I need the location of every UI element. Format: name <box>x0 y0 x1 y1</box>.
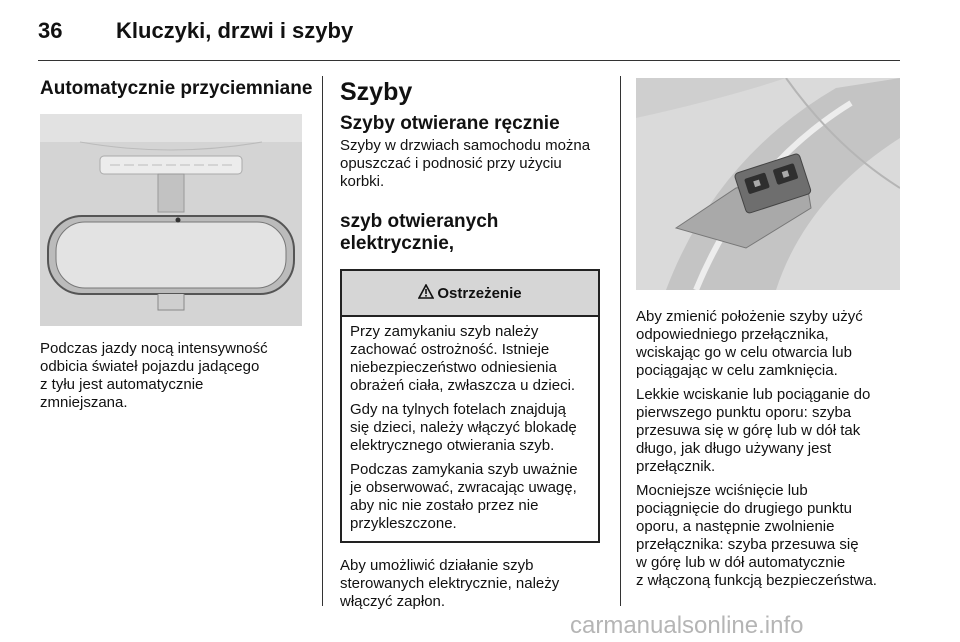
text-line: zachować ostrożność. Istnieje <box>350 341 550 358</box>
door-window-switch-image <box>636 78 900 290</box>
text-line: Lekkie wciskanie lub pociąganie do <box>636 386 871 403</box>
warning-triangle-icon <box>418 284 434 303</box>
warning-box <box>340 269 600 543</box>
text-line: je obserwować, zwracając uwagę, <box>350 479 577 496</box>
text-line: długo, jak długo używany jest <box>636 440 832 457</box>
text-line: aby nic nie zostało przez nie <box>350 497 539 514</box>
warning-paragraph <box>350 401 590 455</box>
ignition-text <box>340 557 602 611</box>
text-line: Aby zmienić położenie szyby użyć <box>636 308 863 325</box>
page-number: 36 <box>38 18 63 43</box>
text-line: niebezpieczeństwo odniesienia <box>350 359 557 376</box>
text-line: przełącznik. <box>636 458 716 475</box>
text-line: się dzieci, należy włączyć blokadę <box>350 419 577 436</box>
text-line: Szyby w drzwiach samochodu można <box>340 137 591 154</box>
column-divider-left <box>322 76 323 606</box>
text-line: korbki. <box>340 173 385 190</box>
text-line: Podczas zamykania szyb uważnie <box>350 461 578 478</box>
instruction-paragraph <box>636 482 900 590</box>
column-left <box>40 78 312 412</box>
section-heading-auto-dimming: Automatycznie przyciemniane <box>40 78 313 99</box>
text-line: pociągnięcie do drugiego punktu <box>636 500 852 517</box>
text-line: obrażeń ciała, zwłaszcza u dzieci. <box>350 377 576 394</box>
warning-paragraph <box>350 323 590 395</box>
watermark: carmanualsonline.info <box>570 612 804 639</box>
instruction-paragraph <box>636 308 900 380</box>
warning-header <box>342 271 598 317</box>
text-line: Mocniejsze wciśnięcie lub <box>636 482 808 499</box>
subheading-electric-windows: szyb otwieranych elektrycznie, <box>340 211 499 254</box>
text-line: odpowiedniego przełącznika, <box>636 326 829 343</box>
warning-title: Ostrzeżenie <box>437 284 522 302</box>
text-line: pierwszego punktu oporu: szyba <box>636 404 852 421</box>
subheading-manual-windows: Szyby otwierane ręcznie <box>340 113 560 134</box>
text-line: Przy zamykaniu szyb należy <box>350 323 539 340</box>
auto-dimming-text <box>40 340 312 412</box>
text-line: wciskając go w celu otwarcia lub <box>636 344 852 361</box>
text-line: przełącznika: szyba przesuwa się <box>636 536 859 553</box>
text-line: sterowanych elektrycznie, należy <box>340 575 560 592</box>
text-line: w górę lub w dół automatycznie <box>636 554 846 571</box>
text-line: oporu, a następnie zwolnienie <box>636 518 835 535</box>
text-line: Gdy na tylnych fotelach znajdują <box>350 401 566 418</box>
warning-paragraph <box>350 461 590 533</box>
column-middle <box>340 78 602 611</box>
column-divider-right <box>620 76 621 606</box>
warning-body <box>342 317 598 541</box>
instruction-paragraph <box>636 386 900 476</box>
switch-instructions <box>636 308 900 590</box>
text-line: elektrycznego otwierania szyb. <box>350 437 555 454</box>
manual-windows-text <box>340 137 602 191</box>
section-heading-windows: Szyby <box>340 78 413 106</box>
chapter-title: Kluczyki, drzwi i szyby <box>116 18 354 43</box>
header-divider <box>38 60 900 61</box>
rearview-mirror-image <box>40 114 302 326</box>
text-line: z włączoną funkcją bezpieczeństwa. <box>636 572 877 589</box>
text-line: opuszczać i podnosić przy użyciu <box>340 155 562 172</box>
text-line: Podczas jazdy nocą intensywność <box>40 340 268 357</box>
text-line: pociągając w celu zamknięcia. <box>636 362 838 379</box>
text-line: Aby umożliwić działanie szyb <box>340 557 534 574</box>
text-line: włączyć zapłon. <box>340 593 446 610</box>
column-right <box>636 78 900 590</box>
text-line: zmniejszana. <box>40 394 128 411</box>
text-line: odbicia świateł pojazdu jadącego <box>40 358 260 375</box>
page-header <box>38 18 900 62</box>
text-line: z tyłu jest automatycznie <box>40 376 204 393</box>
text-line: przesuwa się w górę lub w dół tak <box>636 422 861 439</box>
text-line: przykleszczone. <box>350 515 457 532</box>
